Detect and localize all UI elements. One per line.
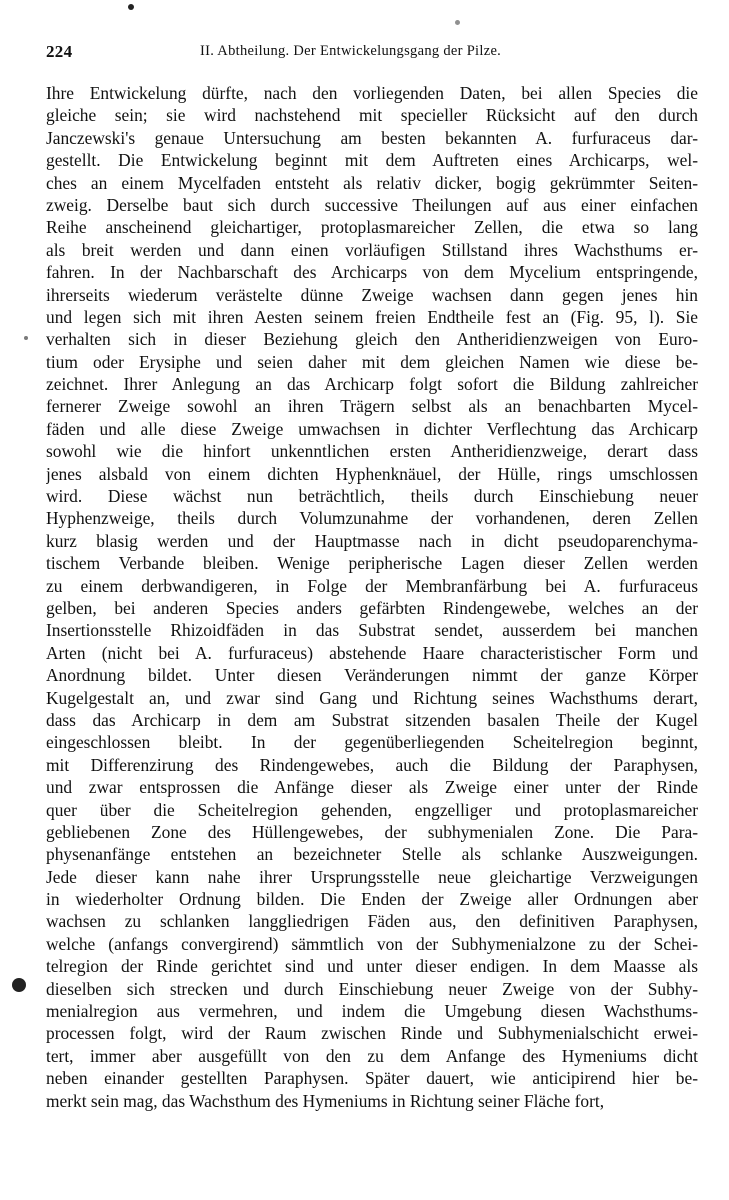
text-line: fahren. In der Nachbarschaft des Archicarps von dem Mycelium entspringende, [46, 262, 698, 283]
text-line: tert, immer aber ausgefüllt von den zu dem Anfange des Hymeniums dicht [46, 1045, 698, 1066]
text-line: Ihre Entwickelung dürfte, nach den vorliegenden Daten, bei allen Species die [46, 83, 698, 103]
text-line: neben einander gestellten Paraphysen. Später dauert, wie anticipirend hier be- [46, 1068, 698, 1089]
text-line: processen folgt, wird der Raum zwischen Rinde und Subhymenialschicht erwei- [46, 1023, 698, 1044]
text-line: dieselben sich strecken und durch Einschiebung neuer Zweige von der Subhy- [46, 978, 698, 999]
text-line: mit Differenzirung des Rindengewebes, auch die Bildung der Paraphysen, [46, 754, 698, 775]
text-line: und legen sich mit ihren Aesten seinem freien Endtheile fest an (Fig. 95, l). Sie [46, 306, 698, 327]
text-line: wird. Diese wächst nun beträchtlich, theils durch Einschiebung neuer [46, 486, 698, 507]
text-line: Janczewski's genaue Untersuchung am besten bekannten A. furfuraceus dar- [46, 127, 698, 148]
page-header [46, 42, 696, 66]
text-line: quer über die Scheitelregion gehenden, engzelliger und protoplasmareicher [46, 799, 698, 820]
text-line: dass das Archicarp in dem am Substrat sitzenden basalen Theile der Kugel [46, 709, 698, 730]
text-line: Reihe anscheinend gleichartiger, protoplasmareicher Zellen, die etwa so lang [46, 217, 698, 238]
text-line: zweig. Derselbe baut sich durch successive Theilungen auf aus einer einfachen [46, 194, 698, 215]
text-line: gestellt. Die Entwickelung beginnt mit dem Auftreten eines Archicarps, wel- [46, 150, 698, 171]
text-line: zeichnet. Ihrer Anlegung an das Archicarp folgt sofort die Bildung zahlreicher [46, 374, 698, 395]
text-line: in wiederholter Ordnung bilden. Die Enden der Zweige aller Ordnungen aber [46, 889, 698, 910]
text-line: ches an einem Mycelfaden entsteht als relativ dicker, bogig gekrümmter Seiten- [46, 172, 698, 193]
text-line: tischem Verbande bleiben. Wenige peripherische Lagen dieser Zellen werden [46, 553, 698, 574]
text-line: fernerer Zweige sowohl an ihren Trägern selbst als an benachbarten Mycel- [46, 396, 698, 417]
text-line: kurz blasig werden und der Hauptmasse nach in dicht pseudoparenchyma- [46, 530, 698, 551]
text-line: eingeschlossen bleibt. In der gegenüberliegenden Scheitelregion beginnt, [46, 732, 698, 753]
scan-speck [455, 20, 460, 25]
scan-speck [24, 336, 28, 340]
text-line: welche (anfangs convergirend) sämmtlich von der Subhymenialzone zu der Schei- [46, 933, 698, 954]
text-line: Arten (nicht bei A. furfuraceus) abstehende Haare characteristischer Form und [46, 642, 698, 663]
running-head: II. Abtheilung. Der Entwickelungsgang der Pilze. [200, 43, 502, 59]
text-line: und zwar entsprossen die Anfänge dieser als Zweige einer unter der Rinde [46, 777, 698, 798]
body-text [46, 82, 698, 1112]
text-line: verhalten sich in dieser Beziehung gleich den Antheridienzweigen von Euro- [46, 329, 698, 350]
text-line: als breit werden und dann einen vorläufigen Stillstand ihres Wachsthums er- [46, 239, 698, 260]
text-line: ihrerseits wiederum verästelte dünne Zweige wachsen dann gegen jenes hin [46, 284, 698, 305]
text-line: sowohl wie die hinfort unkenntlichen ersten Antheridienzweige, derart dass [46, 441, 698, 462]
text-line: gebliebenen Zone des Hüllengewebes, der subhymenialen Zone. Die Para- [46, 821, 698, 842]
text-line: gelben, bei anderen Species anders gefärbten Rindengewebe, welches an der [46, 597, 698, 618]
scan-speck [128, 4, 134, 10]
scan-speck [12, 978, 26, 992]
text-line: Kugelgestalt an, und zwar sind Gang und Richtung seines Wachsthums derart, [46, 687, 698, 708]
text-line: menialregion aus vermehren, und indem die Umgebung diesen Wachsthums- [46, 1001, 698, 1022]
text-line: telregion der Rinde gerichtet sind und unter dieser endigen. In dem Maasse als [46, 956, 698, 977]
text-line: physenanfänge entstehen an bezeichneter Stelle als schlanke Auszweigungen. [46, 844, 698, 865]
text-line: fäden und alle diese Zweige umwachsen in dichter Verflechtung das Archicarp [46, 418, 698, 439]
text-line: jenes alsbald von einem dichten Hyphenknäuel, der Hülle, rings umschlossen [46, 463, 698, 484]
text-line: wachsen zu schlanken langgliedrigen Fäden aus, den definitiven Paraphysen, [46, 911, 698, 932]
text-line: Jede dieser kann nahe ihrer Ursprungsstelle neue gleichartige Verzweigungen [46, 866, 698, 887]
text-line: gleiche sein; sie wird nachstehend mit specieller Rücksicht auf den durch [46, 105, 698, 126]
text-line: Anordnung bildet. Unter diesen Veränderungen nimmt der ganze Körper [46, 665, 698, 686]
text-line: zu einem derbwandigeren, in Folge der Membranfärbung bei A. furfuraceus [46, 575, 698, 596]
text-line: tium oder Erysiphe und seien daher mit dem gleichen Namen wie diese be- [46, 351, 698, 372]
text-line: merkt sein mag, das Wachsthum des Hymeniums in Richtung seiner Fläche fort, [46, 1090, 605, 1111]
text-line: Hyphenzweige, theils durch Volumzunahme der vorhandenen, deren Zellen [46, 508, 698, 529]
page-number: 224 [46, 42, 73, 61]
text-line: Insertionsstelle Rhizoidfäden in das Substrat sendet, ausserdem bei manchen [46, 620, 698, 641]
